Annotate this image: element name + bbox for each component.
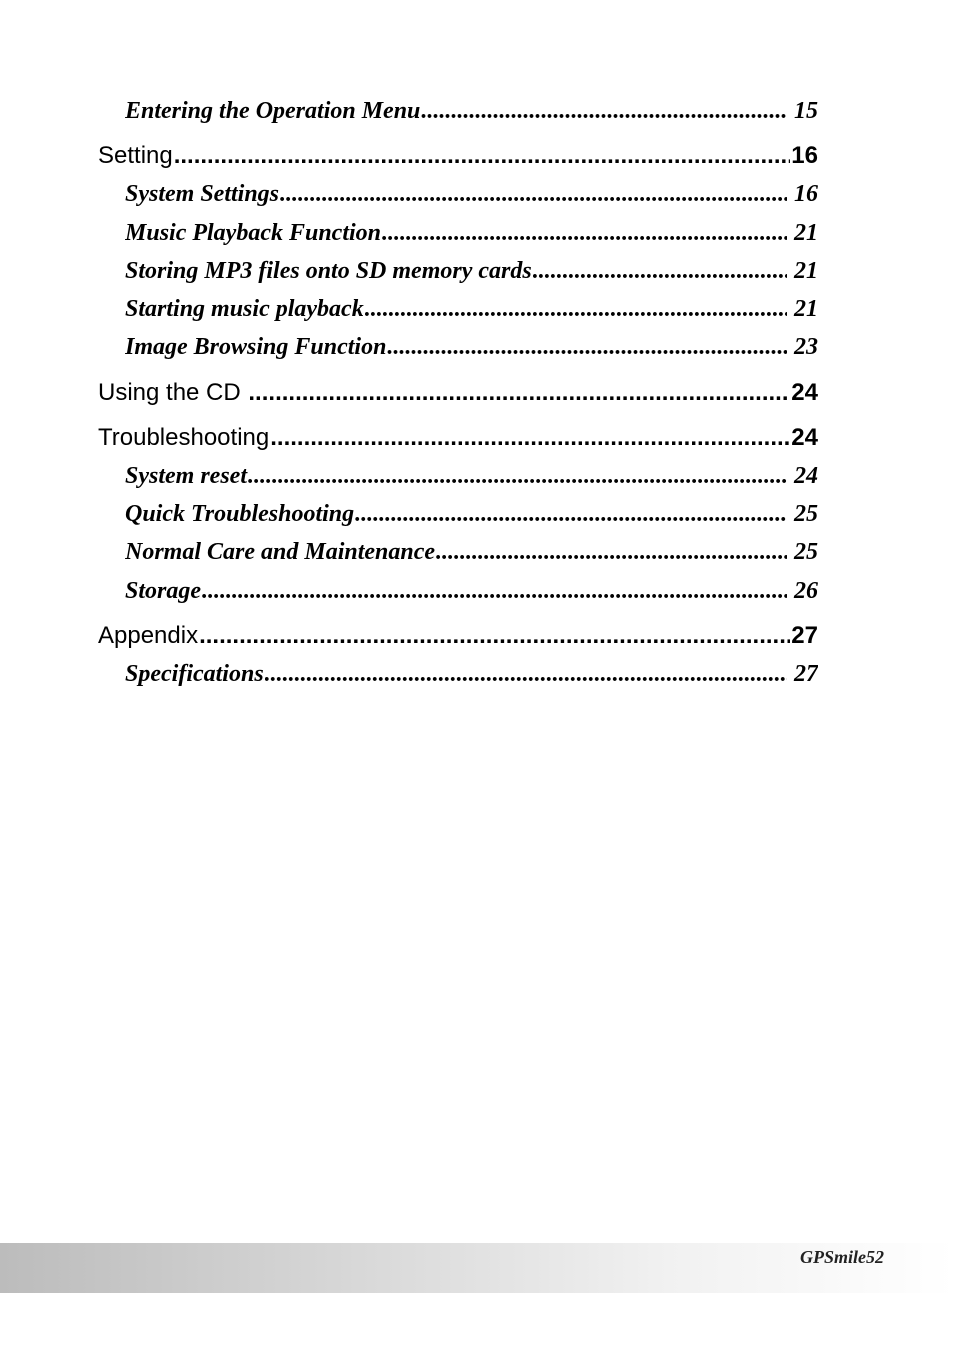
- toc-entry-page: 27: [791, 621, 818, 649]
- dot-leader: [270, 419, 790, 457]
- toc-entry-image-browsing-function[interactable]: [125, 328, 818, 366]
- dot-leader: [365, 290, 787, 328]
- dot-leader: [202, 572, 787, 610]
- toc-entry-page: 25: [794, 501, 818, 528]
- toc-entry-page: 27: [794, 660, 818, 687]
- toc-entry-title: Image Browsing Function: [125, 334, 387, 361]
- dot-leader: [248, 374, 790, 412]
- toc-entry-page: 16: [791, 142, 818, 170]
- footer-brand: GPSmile52: [800, 1247, 884, 1267]
- toc-entry-normal-care-maintenance[interactable]: [125, 533, 818, 571]
- toc-entry-page: 24: [791, 423, 818, 451]
- dot-leader: [382, 214, 787, 252]
- toc-entry-page: 21: [794, 257, 818, 284]
- dot-leader: [421, 92, 787, 130]
- toc-entry-page: 21: [794, 296, 818, 323]
- dot-leader: [280, 175, 787, 213]
- dot-leader: [533, 252, 787, 290]
- toc-entry-page: 15: [794, 98, 818, 124]
- dot-leader: [436, 533, 787, 571]
- toc-entry-appendix[interactable]: [98, 617, 818, 655]
- dot-leader: [265, 655, 787, 693]
- table-of-contents: [98, 92, 818, 693]
- toc-entry-title: Starting music playback: [125, 296, 364, 323]
- toc-entry-page: 23: [794, 334, 818, 361]
- toc-entry-page: 26: [794, 577, 818, 604]
- toc-entry-title: Normal Care and Maintenance: [125, 539, 436, 566]
- toc-entry-page: 24: [791, 378, 818, 406]
- dot-leader: [174, 137, 791, 175]
- toc-entry-music-playback-function[interactable]: [125, 214, 818, 252]
- toc-entry-title: Music Playback Function: [125, 219, 382, 246]
- toc-entry-system-reset[interactable]: [125, 457, 818, 495]
- toc-entry-title: Storage: [125, 577, 202, 604]
- toc-entry-storing-mp3-files[interactable]: [125, 252, 818, 290]
- toc-entry-title: Setting: [98, 142, 173, 170]
- toc-entry-page: 16: [794, 181, 818, 208]
- toc-entry-title: Appendix: [98, 621, 199, 649]
- toc-entry-storage[interactable]: [125, 572, 818, 610]
- toc-entry-title: Troubleshooting: [98, 423, 270, 451]
- dot-leader: [355, 495, 787, 533]
- toc-entry-title: System reset: [125, 462, 247, 489]
- toc-entry-quick-troubleshooting[interactable]: [125, 495, 818, 533]
- dot-leader: [248, 457, 787, 495]
- toc-entry-title: Storing MP3 files onto SD memory cards: [125, 257, 532, 284]
- toc-entry-title: Quick Troubleshooting: [125, 501, 355, 528]
- toc-entry-starting-music-playback[interactable]: [125, 290, 818, 328]
- toc-entry-setting[interactable]: [98, 137, 818, 175]
- toc-entry-page: 21: [794, 219, 818, 246]
- toc-entry-system-settings[interactable]: [125, 175, 818, 213]
- toc-entry-entering-operation-menu[interactable]: [125, 92, 818, 130]
- toc-entry-title: System Settings: [125, 181, 280, 208]
- toc-entry-title: Entering the Operation Menu: [125, 98, 421, 124]
- toc-entry-title: Using the CD: [98, 378, 248, 406]
- toc-entry-page: 25: [794, 539, 818, 566]
- dot-leader: [387, 328, 787, 366]
- toc-entry-troubleshooting[interactable]: [98, 419, 818, 457]
- toc-entry-specifications[interactable]: [125, 655, 818, 693]
- toc-entry-using-the-cd[interactable]: [98, 374, 818, 412]
- toc-entry-title: Specifications: [125, 660, 264, 687]
- dot-leader: [199, 617, 790, 655]
- toc-entry-page: 24: [794, 462, 818, 489]
